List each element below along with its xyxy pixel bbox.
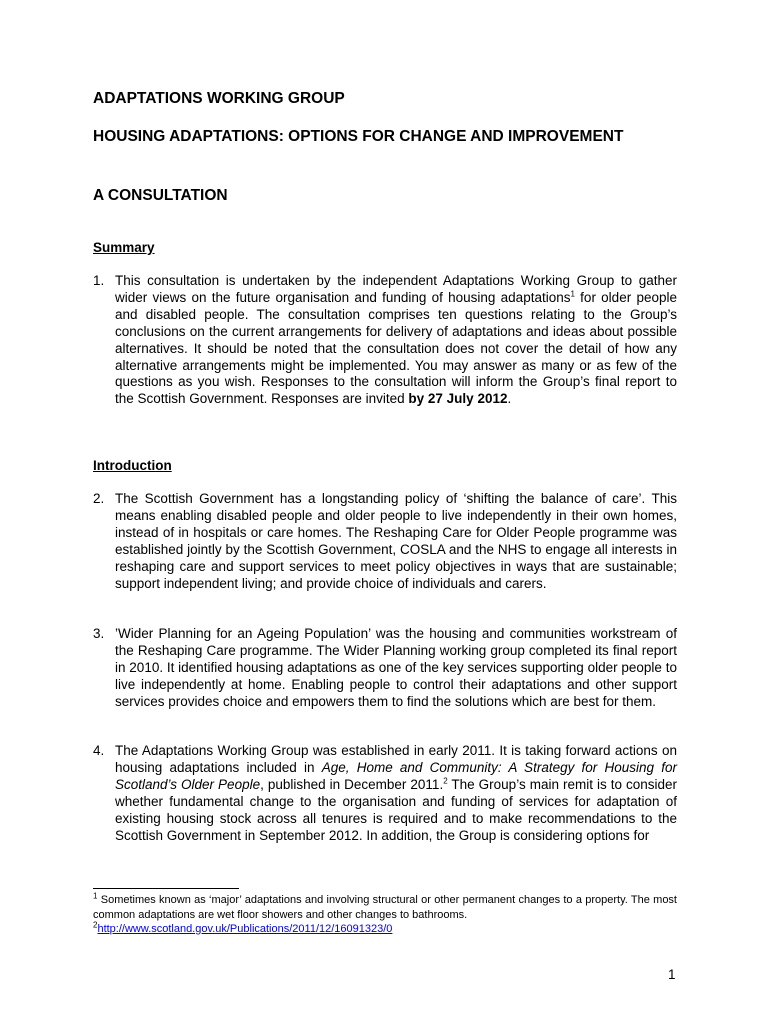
paragraph-text: . (507, 391, 512, 407)
strategy-title: Age, Home and Community: A Strategy for Housing for Scotland’s Older People (115, 759, 677, 792)
footnote-1 (93, 893, 677, 922)
document-subtitle: HOUSING ADAPTATIONS: OPTIONS FOR CHANGE AND IMPROVEMENT (93, 128, 624, 145)
paragraph-3 (93, 626, 677, 711)
paragraph-text: The Adaptations Working Group was established in early 2011. It is taking forward actions on housing adaptations included in (115, 743, 677, 775)
paragraph-number: 3. (93, 626, 105, 641)
footnote-mark: 2 (93, 920, 98, 930)
footnote-ref: 1 (570, 289, 575, 299)
paragraph-2 (93, 491, 677, 592)
paragraph-text: for older people and disabled people. The consultation comprises ten questions relating to the Group’s conclusions on the current arrangements for delivery of adaptations and ideas about possible alternatives. It should be noted that the consultation does not cover the detail of how any alternative arrangements might be implemented. You may answer as many or as few of the questions as you wish. Responses to the consultation will inform the Group’s final report to the Scottish Government. Responses are invited (115, 289, 677, 407)
summary-heading: Summary (93, 240, 155, 255)
paragraph-number: 1. (93, 273, 105, 288)
paragraph-text: , published in December 2011. (260, 776, 444, 792)
footnote-link[interactable]: http://www.scotland.gov.uk/Publications/2011/12/16091323/0 (97, 923, 393, 935)
footnote-2 (93, 922, 677, 937)
footnote-separator (93, 888, 239, 889)
paragraph-4 (93, 743, 677, 844)
footnote-ref: 2 (443, 776, 448, 786)
footnote-mark: 1 (93, 891, 98, 901)
consultation-heading: A CONSULTATION (93, 187, 228, 204)
deadline-date: by 27 July 2012 (408, 391, 508, 407)
page-number: 1 (668, 967, 676, 982)
paragraph-text: This consultation is undertaken by the independent Adaptations Working Group to gather wider views on the future organisation and funding of housing adaptations (115, 273, 677, 305)
paragraph-1 (93, 273, 677, 408)
footnote-text: Sometimes known as ‘major’ adaptations and involving structural or other permanent changes to a property. The most common adaptations are wet floor showers and other changes to bathrooms. (93, 894, 677, 921)
paragraph-number: 4. (93, 743, 105, 758)
paragraph-number: 2. (93, 491, 105, 506)
paragraph-text: ’Wider Planning for an Ageing Population’ was the housing and communities workstream of the Reshaping Care programme. The Wider Planning working group completed its final report in 2010. It identified housing adaptations as one of the key services supporting older people to live independently at home. Enabling people to control their adaptations and other support services provides choice and empowers them to find the solutions which are best for them. (115, 626, 677, 709)
paragraph-text: The Scottish Government has a longstanding policy of ‘shifting the balance of care’. This means enabling disabled people and older people to live independently in their own homes, instead of in hospitals or care homes. The Reshaping Care for Older People programme was established jointly by the Scottish Government, COSLA and the NHS to engage all interests in reshaping care and support services to meet policy objectives in ways that are sustainable; support independent living; and provide choice of individuals and carers. (115, 491, 677, 591)
introduction-heading: Introduction (93, 458, 172, 473)
document-title: ADAPTATIONS WORKING GROUP (93, 90, 345, 107)
paragraph-text: The Group’s main remit is to consider whether fundamental change to the organisation and funding of services for adaptation of existing housing stock across all tenures is required and to make recommendations to the Scottish Government in September 2012. In addition, the Group is considering options for (115, 776, 677, 843)
